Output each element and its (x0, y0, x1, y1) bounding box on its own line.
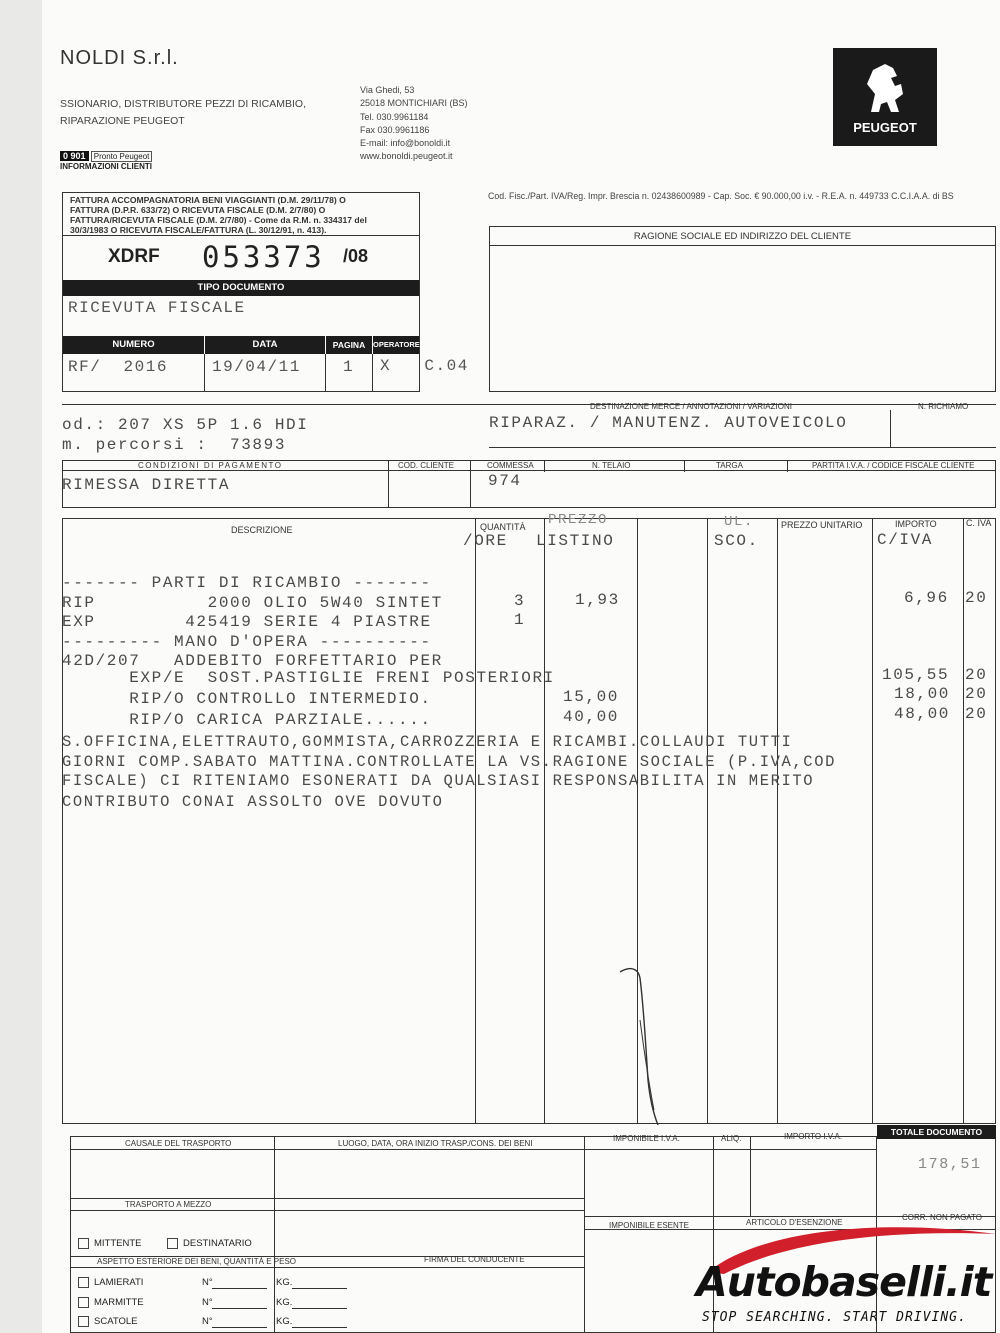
peugeot-logo (833, 48, 937, 146)
aliq-label: ALIQ. (721, 1134, 742, 1143)
divider (212, 1327, 267, 1328)
col-prezzo-unitario: PREZZO UNITARIO (781, 520, 863, 530)
kg-label: KG. (276, 1277, 293, 1289)
mittente-label: MITTENTE (94, 1238, 142, 1250)
watermark-slogan: STOP SEARCHING. START DRIVING. (702, 1310, 967, 1325)
richiamo-label: N. RICHIAMO (918, 402, 969, 411)
pronto-sub: INFORMAZIONI CLIENTI (60, 162, 152, 171)
divider (388, 460, 389, 508)
divider (750, 1136, 751, 1216)
address-line: Fax 030.9961186 (360, 124, 430, 135)
col-ul: UL. (724, 514, 755, 530)
divider (212, 1288, 267, 1289)
kg-label: KG. (276, 1316, 293, 1328)
divider (777, 518, 778, 1124)
divider (489, 245, 996, 246)
pen-mark (610, 960, 680, 1130)
divider (890, 410, 891, 448)
company-name: NOLDI S.r.l. (60, 47, 179, 69)
data-header (205, 336, 325, 354)
company-address (360, 84, 468, 164)
destinatario-checkbox (167, 1238, 178, 1249)
row-description: --------- MANO D'OPERA ---------- (62, 633, 432, 651)
row-amount: 6,96 (904, 589, 949, 607)
divider (292, 1327, 347, 1328)
row-iva: 20 (965, 685, 988, 703)
vehicle-km: m. percorsi : 73893 (62, 436, 287, 454)
lion-icon (833, 54, 937, 124)
address-line: www.bonoldi.peugeot.it (360, 151, 453, 162)
divider (70, 1198, 584, 1199)
row-description: 42D/207 ADDEBITO FORFETTARIO PER (62, 652, 443, 670)
document-number: 053373 (202, 240, 325, 274)
divider (70, 1267, 584, 1268)
col-c-iva: C. IVA (966, 518, 992, 528)
partita-iva-label: PARTITA I.V.A. / CODICE FISCALE CLIENTE (812, 461, 975, 470)
client-header: RAGIONE SOCIALE ED INDIRIZZO DEL CLIENTE (633, 231, 852, 242)
row-qty: 1 (514, 611, 526, 629)
tipo-documento-label: TIPO DOCUMENTO (197, 282, 285, 293)
pronto-number: 0 901 (60, 151, 89, 161)
n-label: N° (202, 1277, 213, 1289)
kg-label: KG. (276, 1297, 293, 1309)
col-listino: LISTINO (536, 532, 615, 550)
doc-types-text (70, 195, 367, 235)
row-qty: 3 (514, 592, 526, 610)
mittente-checkbox (78, 1238, 89, 1249)
operatore-header (373, 336, 419, 354)
row-price: 15,00 (563, 688, 620, 706)
row-description: RIP/O CONTROLLO INTERMEDIO. (62, 690, 432, 708)
destination-value: RIPARAZ. / MANUTENZ. AUTOVEICOLO (489, 414, 848, 432)
address-line: 25018 MONTICHIARI (BS) (360, 98, 468, 109)
divider (292, 1308, 347, 1309)
telaio-label: N. TELAIO (592, 461, 631, 470)
tipo-documento-value: RICEVUTA FISCALE (68, 299, 246, 317)
divider (707, 518, 708, 1124)
commessa-label: COMMESSA (487, 461, 534, 470)
row-iva: 20 (965, 589, 988, 607)
aspetto-label: ASPETTO ESTERIORE DEI BENI, QUANTITÀ E PESO (97, 1257, 297, 1266)
row-description: EXP 425419 SERIE 4 PIASTRE (62, 613, 432, 631)
operatore-label: OPERATORE (373, 340, 420, 349)
goods-label: MARMITTE (94, 1297, 144, 1309)
divider (470, 460, 471, 508)
destinatario-label: DESTINATARIO (183, 1238, 252, 1250)
goods-label: SCATOLE (94, 1316, 138, 1328)
firma-label: FIRMA DEL CONDUCENTE (424, 1255, 525, 1264)
note-line: GIORNI COMP.SABATO MATTINA.CONTROLLATE LA VS.RAGIONE SOCIALE (P.IVA,COD (62, 753, 837, 771)
n-label: N° (202, 1316, 213, 1328)
address-line: Via Ghedi, 53 (360, 85, 415, 95)
col-descrizione: DESCRIZIONE (231, 525, 293, 535)
row-description: EXP/E SOST.PASTIGLIE FRENI POSTERIORI (62, 669, 555, 687)
row-amount: 18,00 (894, 685, 951, 703)
row-iva: 20 (965, 666, 988, 684)
goods-row (78, 1297, 358, 1308)
note-line: FISCALE) CI RITENIAMO ESONERATI DA QUALSIASI RESPONSABILITA IN MERITO (62, 772, 815, 790)
row-price: 40,00 (563, 708, 620, 726)
imponibile-esente-label: IMPONIBILE ESENTE (609, 1221, 690, 1230)
doc-type-line: FATTURA (D.P.R. 633/72) O RICEVUTA FISCALE (D.M. 2/7/80) O (70, 205, 326, 215)
marmitte-checkbox (78, 1297, 89, 1308)
cod-cliente-label: COD. CLIENTE (398, 461, 455, 470)
divider (544, 518, 545, 1124)
divider (62, 470, 996, 471)
client-box (489, 226, 996, 392)
data-label: DATA (252, 339, 278, 350)
peugeot-wordmark: PEUGEOT (853, 120, 917, 135)
destination-label: DESTINAZIONE MERCE / ANNOTAZIONI / VARIAZIONI (590, 402, 792, 411)
pagina-value: 1 (343, 358, 355, 376)
doc-type-line: FATTURA/RICEVUTA FISCALE (D.M. 2/7/80) - Come da R.M. n. 334317 del (70, 215, 367, 225)
col-civa: C/IVA (877, 531, 934, 549)
company-desc-line1: SSIONARIO, DISTRIBUTORE PEZZI DI RICAMBIO, (60, 98, 307, 110)
watermark-brand: Autobaselli.it (696, 1258, 992, 1306)
commessa-value: 974 (488, 472, 522, 490)
doc-type-line: 30/3/1983 O RICEVUTA FISCALE/FATTURA (L. 30/12/91, n. 413). (70, 225, 327, 235)
data-value: 19/04/11 (212, 358, 301, 376)
col-prezzo: PREZZO (548, 512, 609, 528)
divider (70, 1149, 876, 1150)
pronto-peugeot (60, 151, 152, 171)
articolo-label: ARTICOLO D'ESENZIONE (746, 1218, 843, 1227)
col-sco: SCO. (714, 532, 759, 550)
divider (544, 460, 545, 472)
divider (70, 1210, 584, 1211)
payment-condition: RIMESSA DIRETTA (62, 476, 231, 494)
doc-type-line: FATTURA ACCOMPAGNATORIA BENI VIAGGIANTI (D.M. 29/11/78) O (70, 195, 346, 205)
divider (325, 354, 326, 392)
row-amount: 48,00 (894, 705, 951, 723)
divider (963, 518, 964, 1124)
vehicle-model: od.: 207 XS 5P 1.6 HDI (62, 416, 309, 434)
divider (787, 460, 788, 472)
payment-label: CONDIZIONI DI PAGAMENTO (138, 461, 283, 470)
divider (489, 447, 996, 448)
totale-header (877, 1125, 996, 1139)
row-description: RIP 2000 OLIO 5W40 SINTET (62, 594, 443, 612)
totale-value: 178,51 (918, 1156, 982, 1173)
imponibile-iva-label: IMPONIBILE I.V.A. (613, 1134, 680, 1143)
divider (292, 1288, 347, 1289)
targa-label: TARGA (716, 461, 743, 470)
luogo-label: LUOGO, DATA, ORA INIZIO TRASP./CONS. DEI BENI (338, 1139, 533, 1148)
pagina-label: PAGINA (332, 340, 366, 350)
col-quantita: QUANTITÀ (480, 522, 526, 532)
company-desc-line2: RIPARAZIONE PEUGEOT (60, 115, 185, 127)
divider (212, 1308, 267, 1309)
goods-row (78, 1316, 358, 1327)
row-iva: 20 (965, 705, 988, 723)
trasporto-label: TRASPORTO A MEZZO (125, 1200, 212, 1209)
note-line: S.OFFICINA,ELETTRAUTO,GOMMISTA,CARROZZERIA E RICAMBI.COLLAUDI TUTTI (62, 733, 793, 751)
divider (475, 518, 476, 1124)
address-line: E-mail: info@bonoldi.it (360, 138, 451, 149)
row-amount: 105,55 (882, 666, 950, 684)
totale-label: TOTALE DOCUMENTO (890, 1127, 983, 1137)
n-label: N° (202, 1297, 213, 1309)
lamierati-checkbox (78, 1277, 89, 1288)
document-year: /08 (343, 246, 369, 266)
goods-row (78, 1277, 358, 1288)
pronto-label: Pronto Peugeot (91, 151, 153, 162)
numero-value: RF/ 2016 (68, 358, 168, 376)
numero-header (63, 336, 204, 354)
scatole-checkbox (78, 1316, 89, 1327)
divider (684, 460, 685, 472)
divider (872, 518, 873, 1124)
divider (204, 354, 205, 392)
col-importo: IMPORTO (895, 519, 937, 529)
numero-label: NUMERO (112, 339, 155, 350)
divider (584, 1136, 585, 1333)
row-description: ------- PARTI DI RICAMBIO ------- (62, 574, 432, 592)
note-line: CONTRIBUTO CONAI ASSOLTO OVE DOVUTO (62, 793, 444, 811)
goods-label: LAMIERATI (94, 1277, 144, 1289)
corr-label: CORR. NON PAGATO (902, 1213, 983, 1222)
importo-iva-label: IMPORTO I.V.A. (784, 1132, 843, 1141)
divider (62, 235, 420, 236)
address-line: Tel. 030.9961184 (360, 111, 429, 122)
pagina-header (326, 336, 372, 354)
col-ore: /ORE (463, 532, 508, 550)
mittente-option (78, 1238, 142, 1249)
divider (372, 354, 373, 392)
operatore-value: X C.04 (380, 357, 469, 375)
divider (62, 404, 996, 405)
tipo-documento-bar (63, 280, 419, 296)
destinatario-option (167, 1238, 252, 1249)
fiscal-line: Cod. Fisc./Part. IVA/Reg. Impr. Brescia n. 02438600989 - Cap. Soc. € 90.000,00 i.v. - R.E.A. n. 449733 C.C.I.A.A. di BS (488, 191, 954, 201)
document-series: XDRF (108, 246, 160, 267)
row-price: 1,93 (575, 591, 620, 609)
row-description: RIP/O CARICA PARZIALE...... (62, 711, 432, 729)
causale-label: CAUSALE DEL TRASPORTO (125, 1139, 232, 1148)
